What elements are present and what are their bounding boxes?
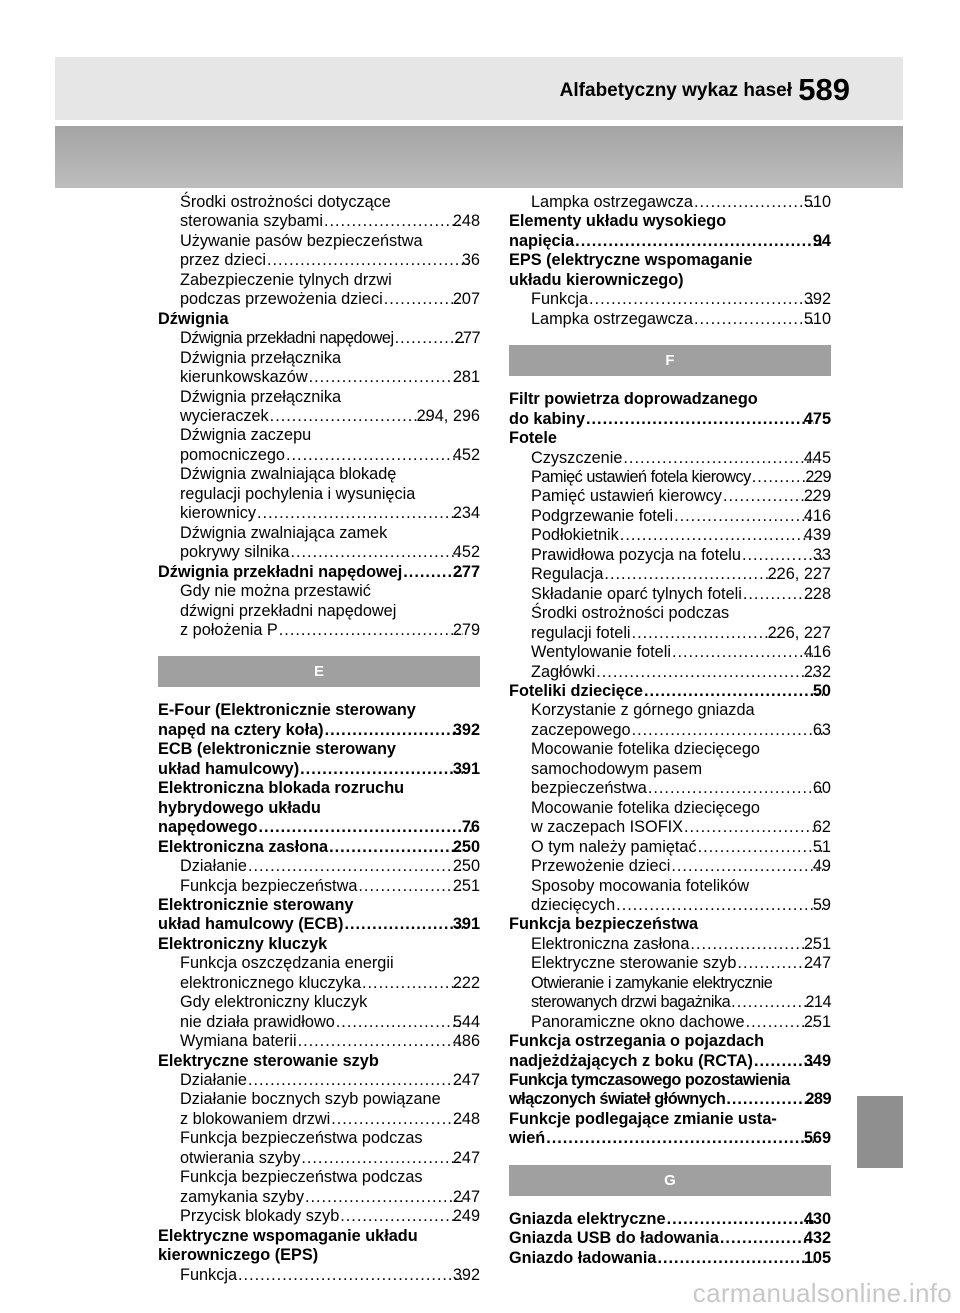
entry-term-line: Otwieranie i zamykanie elektrycznie <box>531 973 773 992</box>
section-letter-f: F <box>509 345 831 376</box>
section-letter-g: G <box>509 1165 831 1196</box>
entry-term-line: podczas przewożenia dzieci <box>180 290 383 309</box>
dot-leader <box>623 449 813 468</box>
index-subentry <box>509 740 831 798</box>
page-reference: 569 <box>803 1129 831 1148</box>
page-reference: 250 <box>452 837 480 856</box>
entry-term-line: Gniazdo ładowania <box>509 1248 657 1267</box>
entry-term-line: wycieraczek <box>180 406 269 425</box>
entry-term-line: Elektroniczna zasłona <box>158 837 329 856</box>
entry-term-line: EPS (elektryczne wspomaganie <box>509 251 753 270</box>
index-column-left <box>158 193 480 1285</box>
entry-term-line: Funkcja ostrzegania o pojazdach <box>509 1032 765 1051</box>
page-reference: 229 <box>803 487 831 506</box>
index-subentry <box>509 799 831 838</box>
page-reference: 63 <box>812 720 831 739</box>
entry-term-line: układ hamulcowy) <box>158 759 300 778</box>
page-reference: 226, 227 <box>767 565 831 584</box>
entry-term-line: nie działa prawidłowo <box>180 1012 335 1031</box>
entry-term-line: Środki ostrożności dotyczące <box>180 193 391 211</box>
index-entry <box>509 429 831 448</box>
page-reference: 228 <box>803 584 831 603</box>
dot-leader <box>325 721 463 740</box>
page-reference: 60 <box>812 779 831 798</box>
index-subentry <box>509 468 831 487</box>
page-reference: 59 <box>812 895 831 914</box>
page-reference: 392 <box>452 1265 480 1284</box>
page-reference: 62 <box>812 818 831 837</box>
entry-term-line: Funkcja bezpieczeństwa podczas <box>180 1129 423 1148</box>
page-reference: 247 <box>452 1187 480 1206</box>
entry-term-line: Filtr powietrza doprowadzanego <box>509 390 758 409</box>
dot-leader <box>257 504 463 523</box>
entry-term-line: Wentylowanie foteli <box>531 643 671 662</box>
dot-leader <box>632 624 778 643</box>
dot-leader <box>632 721 823 740</box>
entry-term-line: Dźwignia zaczepu <box>180 426 312 445</box>
page-header-title: Alfabetyczny wykaz haseł <box>559 80 792 101</box>
index-subentry <box>509 290 831 309</box>
page-reference: 281 <box>452 368 480 387</box>
entry-term-line: Funkcja bezpieczeństwa <box>509 915 699 934</box>
dot-leader <box>694 310 814 329</box>
dot-leader <box>644 682 823 701</box>
page-reference: 105 <box>803 1248 831 1267</box>
entry-term-line: kierunkowskazów <box>180 368 308 387</box>
dot-leader <box>586 410 814 429</box>
section-band <box>55 126 903 188</box>
index-entry <box>158 310 480 329</box>
dot-leader <box>362 974 463 993</box>
entry-term-line: do kabiny <box>509 409 585 428</box>
page-reference: 251 <box>803 1012 831 1031</box>
index-entry <box>509 1071 831 1110</box>
page-reference: 234 <box>452 504 480 523</box>
page-reference: 207 <box>452 290 480 309</box>
page-reference: 294, 296 <box>416 406 480 425</box>
page-reference: 247 <box>803 954 831 973</box>
dot-leader <box>340 1207 463 1226</box>
entry-term-line: elektronicznego kluczyka <box>180 973 361 992</box>
entry-term-line: dziecięcych <box>531 895 616 914</box>
page-reference: 247 <box>452 1071 480 1090</box>
dot-leader <box>742 546 823 565</box>
index-entry <box>509 1229 831 1248</box>
dot-leader <box>684 818 823 837</box>
entry-term-line: Przewożenie dzieci <box>531 857 671 876</box>
entry-term-line: Podgrzewanie foteli <box>531 506 674 525</box>
dot-leader <box>336 1013 463 1032</box>
index-subentry <box>509 701 831 740</box>
index-subentry <box>509 310 831 329</box>
page-reference: 432 <box>803 1229 831 1248</box>
entry-term-line: Dźwignia zwalniająca blokadę <box>180 465 397 484</box>
entry-term-line: hybrydowego układu <box>158 798 321 817</box>
page-reference: 248 <box>452 1109 480 1128</box>
page-reference: 247 <box>452 1148 480 1167</box>
dot-leader <box>305 1188 463 1207</box>
dot-leader <box>259 818 472 837</box>
index-subentry <box>158 465 480 523</box>
entry-term-line: Elektryczne sterowanie szyb <box>158 1051 379 1070</box>
index-subentry <box>158 232 480 271</box>
index-subentry <box>158 524 480 563</box>
entry-term-line: Elektroniczna zasłona <box>531 934 690 953</box>
entry-term-line: dźwigni przekładni napędowej <box>180 601 397 620</box>
page-reference: 392 <box>452 720 480 739</box>
entry-term-line: Dźwignia przełącznika <box>180 348 342 367</box>
index-subentry <box>509 546 831 565</box>
entry-term-line: Funkcja <box>180 1265 238 1284</box>
entry-term-line: Elementy układu wysokiego <box>509 212 727 231</box>
entry-term-line: Funkcja bezpieczeństwa podczas <box>180 1168 423 1187</box>
entry-term-line: napięcia <box>509 231 575 250</box>
dot-leader <box>270 407 427 426</box>
entry-term-line: Zagłówki <box>531 662 596 681</box>
entry-term-line: Działanie bocznych szyb powiązane <box>180 1090 441 1109</box>
page-reference: 277 <box>454 329 480 348</box>
entry-term-line: Funkcja oszczędzania energii <box>180 954 394 973</box>
entry-term-line: Dźwignia zwalniająca zamek <box>180 523 388 542</box>
entry-term-line: Funkcje podlegające zmianie usta- <box>509 1109 777 1128</box>
entry-term-line: Sposoby mocowania fotelików <box>531 876 750 895</box>
entry-term-line: Regulacja <box>531 565 604 584</box>
entry-term-line: Elektryczne sterowanie szyb <box>531 954 737 973</box>
index-subentry <box>158 1032 480 1051</box>
entry-term-line: Dźwignia <box>158 309 229 328</box>
index-subentry <box>158 582 480 640</box>
index-subentry <box>158 329 480 348</box>
entry-term-line: wień <box>509 1129 546 1148</box>
index-subentry <box>509 565 831 584</box>
index-subentry <box>158 877 480 896</box>
entry-term-line: Funkcja bezpieczeństwa <box>180 876 358 895</box>
entry-term-line: kierownicy <box>180 504 257 523</box>
entry-term-line: Dźwignia przekładni napędowej <box>158 562 403 581</box>
dot-leader <box>300 760 463 779</box>
page-reference: 226, 227 <box>767 623 831 642</box>
dot-leader <box>698 838 823 857</box>
page-reference: 445 <box>803 448 831 467</box>
page-reference: 251 <box>803 934 831 953</box>
page-reference: 36 <box>461 251 480 270</box>
index-subentry <box>158 271 480 310</box>
entry-term-line: Środki ostrożności podczas <box>531 604 730 623</box>
dot-leader <box>298 1032 463 1051</box>
entry-term-line: z blokowaniem drzwi <box>180 1109 331 1128</box>
entry-term-line: z położenia P <box>180 620 278 639</box>
dot-leader <box>726 1090 815 1109</box>
page-reference: 232 <box>803 662 831 681</box>
dot-leader <box>671 857 823 876</box>
dot-leader <box>620 526 814 545</box>
index-subentry <box>509 487 831 506</box>
dot-leader <box>286 446 463 465</box>
index-subentry <box>509 838 831 857</box>
index-subentry <box>509 974 831 1013</box>
page-reference: 50 <box>812 681 831 700</box>
page-reference: 94 <box>812 231 831 250</box>
page-reference: 251 <box>452 876 480 895</box>
entry-term-line: w zaczepach ISOFIX <box>531 818 684 837</box>
entry-term-line: napędowego <box>158 818 258 837</box>
index-subentry <box>509 526 831 545</box>
entry-term-line: Używanie pasów bezpieczeństwa <box>180 231 423 250</box>
section-letter-e: E <box>158 656 480 687</box>
dot-leader <box>737 954 813 973</box>
dot-leader <box>723 487 814 506</box>
index-entry <box>158 1052 480 1071</box>
index-subentry <box>158 1207 480 1226</box>
index-entry <box>158 563 480 582</box>
entry-term-line: Elektroniczna blokada rozruchu <box>158 779 405 798</box>
entry-term-line: Podłokietnik <box>531 526 619 545</box>
dot-leader <box>616 896 823 915</box>
dot-leader <box>331 1110 463 1129</box>
page-reference: 416 <box>803 643 831 662</box>
index-entry <box>509 915 831 934</box>
entry-term-line: Gdy nie można przestawić <box>180 582 371 601</box>
index-subentry <box>158 1129 480 1168</box>
entry-term-line: Funkcja tymczasowego pozostawienia <box>509 1071 790 1090</box>
index-subentry <box>509 877 831 916</box>
dot-leader <box>309 368 463 387</box>
index-entry <box>509 390 831 429</box>
page-reference: 452 <box>452 445 480 464</box>
entry-term-line: sterowania szybami <box>180 212 323 231</box>
entry-term-line: regulacji foteli <box>531 623 631 642</box>
index-subentry <box>509 954 831 973</box>
index-entry <box>509 1110 831 1149</box>
dot-leader <box>301 1149 462 1168</box>
entry-term-line: regulacji pochylenia i wysunięcia <box>180 484 416 503</box>
dot-leader <box>546 1129 814 1148</box>
dot-leader <box>690 935 813 954</box>
dot-leader <box>238 1266 463 1285</box>
entry-term-line: otwierania szyby <box>180 1148 301 1167</box>
entry-term-line: zamykania szyby <box>180 1187 304 1206</box>
index-entry <box>158 838 480 857</box>
index-subentry <box>158 993 480 1032</box>
index-subentry <box>509 643 831 662</box>
dot-leader <box>674 507 814 526</box>
entry-term-line: Działanie <box>180 1071 247 1090</box>
index-subentry <box>158 954 480 993</box>
index-entry <box>158 1227 480 1266</box>
index-subentry <box>509 857 831 876</box>
entry-term-line: kierowniczego (EPS) <box>158 1246 319 1265</box>
dot-leader <box>720 1229 814 1248</box>
entry-term-line: włączonych świateł głównych <box>509 1090 726 1109</box>
dot-leader <box>324 212 463 231</box>
page-reference: 76 <box>461 818 480 837</box>
page-reference: 222 <box>452 973 480 992</box>
page-reference: 279 <box>452 620 480 639</box>
entry-term-line: Foteliki dziecięce <box>509 681 643 700</box>
entry-term-line: Mocowanie fotelika dziecięcego <box>531 740 760 759</box>
page-reference: 416 <box>803 506 831 525</box>
index-entry <box>509 251 831 290</box>
dot-leader <box>329 838 463 857</box>
entry-term-line: Elektronicznie sterowany <box>158 895 354 914</box>
dot-leader <box>575 232 823 251</box>
entry-term-line: Elektryczne wspomaganie układu <box>158 1226 418 1245</box>
index-entry <box>509 1032 831 1071</box>
entry-term-line: Składanie oparć tylnych foteli <box>531 584 742 603</box>
dot-leader <box>672 643 814 662</box>
page-reference: 277 <box>452 562 480 581</box>
entry-term-line: O tym należy pamiętać <box>531 837 697 856</box>
index-subentry <box>509 663 831 682</box>
entry-term-line: E-Four (Elektronicznie sterowany <box>158 701 416 720</box>
page-reference: 510 <box>803 309 831 328</box>
index-subentry <box>509 507 831 526</box>
index-entry <box>509 682 831 701</box>
index-entry <box>509 1210 831 1229</box>
dot-leader <box>648 779 823 798</box>
chapter-thumb-tab <box>857 1096 903 1168</box>
entry-term-line: Funkcja <box>531 290 589 309</box>
dot-leader <box>279 621 463 640</box>
page-reference: 51 <box>812 837 831 856</box>
entry-term-line: samochodowym pasem <box>531 759 703 778</box>
entry-term-line: Wymiana baterii <box>180 1032 297 1051</box>
entry-term-line: Prawidłowa pozycja na fotelu <box>531 545 741 564</box>
entry-term-line: nadjeżdżających z boku (RCTA) <box>509 1051 753 1070</box>
dot-leader <box>667 1210 814 1229</box>
index-column-right <box>509 193 831 1268</box>
index-entry <box>158 740 480 779</box>
index-entry <box>158 701 480 740</box>
index-subentry <box>158 1266 480 1285</box>
entry-term-line: Zabezpieczenie tylnych drzwi <box>180 270 392 289</box>
entry-term-line: Dźwignia przekładni napędowej <box>180 329 394 348</box>
entry-term-line: Mocowanie fotelika dziecięcego <box>531 798 760 817</box>
dot-leader <box>267 251 472 270</box>
page-reference: 249 <box>452 1207 480 1226</box>
index-subentry <box>509 1013 831 1032</box>
dot-leader <box>604 565 777 584</box>
index-subentry <box>158 1168 480 1207</box>
entry-term-line: Gniazda USB do ładowania <box>509 1229 719 1248</box>
entry-term-line: układ hamulcowy (ECB) <box>158 915 344 934</box>
index-subentry <box>509 604 831 643</box>
page-reference: 49 <box>812 857 831 876</box>
page-reference: 248 <box>452 212 480 231</box>
entry-term-line: pomocniczego <box>180 445 285 464</box>
entry-term-line: napęd na cztery koła) <box>158 720 324 739</box>
index-subentry <box>509 449 831 468</box>
entry-term-line: Pamięć ustawień fotela kierowcy <box>531 467 751 486</box>
page-reference: 430 <box>803 1209 831 1228</box>
entry-term-line: Fotele <box>509 429 557 448</box>
index-subentry <box>158 1090 480 1129</box>
dot-leader <box>358 877 462 896</box>
index-subentry <box>509 585 831 604</box>
index-subentry <box>158 1071 480 1090</box>
index-subentry <box>509 935 831 954</box>
entry-term-line: ECB (elektronicznie sterowany <box>158 740 396 759</box>
page-reference: 391 <box>452 759 480 778</box>
dot-leader <box>384 290 463 309</box>
index-subentry <box>158 193 480 232</box>
dot-leader <box>344 915 462 934</box>
entry-term-line: Pamięć ustawień kierowcy <box>531 487 722 506</box>
watermark: carmanualsonline.info <box>692 1278 952 1308</box>
dot-leader <box>248 857 463 876</box>
entry-term-line: układu kierowniczego) <box>509 270 684 289</box>
dot-leader <box>657 1249 813 1268</box>
entry-term-line: Działanie <box>180 857 247 876</box>
entry-term-line: Lampka ostrzegawcza <box>531 309 693 328</box>
entry-term-line: sterowanych drzwi bagażnika <box>531 993 731 1012</box>
index-entry <box>158 935 480 954</box>
page-reference: 229 <box>805 467 831 486</box>
entry-term-line: bezpieczeństwa <box>531 779 647 798</box>
dot-leader <box>694 193 814 212</box>
dot-leader <box>596 663 814 682</box>
index-subentry <box>158 349 480 388</box>
page-reference: 392 <box>803 290 831 309</box>
index-entry <box>509 1249 831 1268</box>
entry-term-line: Dźwignia przełącznika <box>180 387 342 406</box>
page-reference: 439 <box>803 526 831 545</box>
page-reference: 475 <box>803 409 831 428</box>
entry-term-line: Panoramiczne okno dachowe <box>531 1012 745 1031</box>
entry-term-line: przez dzieci <box>180 251 266 270</box>
index-subentry <box>509 193 831 212</box>
entry-term-line: Czyszczenie <box>531 448 623 467</box>
index-entry <box>158 896 480 935</box>
page-reference: 250 <box>452 857 480 876</box>
page-reference: 544 <box>452 1012 480 1031</box>
page-reference: 349 <box>803 1051 831 1070</box>
entry-term-line: Gdy elektroniczny kluczyk <box>180 993 368 1012</box>
entry-term-line: Elektroniczny kluczyk <box>158 934 328 953</box>
dot-leader <box>731 993 815 1012</box>
page-reference: 452 <box>452 543 480 562</box>
dot-leader <box>290 543 462 562</box>
entry-term-line: zaczepowego <box>531 720 631 739</box>
entry-term-line: pokrywy silnika <box>180 543 290 562</box>
index-entry <box>509 212 831 251</box>
page-reference: 33 <box>812 545 831 564</box>
entry-term-line: Przycisk blokady szyb <box>180 1207 340 1226</box>
entry-term-line: Lampka ostrzegawcza <box>531 193 693 211</box>
entry-term-line: Gniazda elektryczne <box>509 1209 666 1228</box>
page-reference: 510 <box>803 193 831 211</box>
page-number: 589 <box>798 72 850 107</box>
index-subentry <box>158 426 480 465</box>
dot-leader <box>248 1071 463 1090</box>
entry-term-line: Korzystanie z górnego gniazda <box>531 701 755 720</box>
index-subentry <box>158 388 480 427</box>
page-reference: 391 <box>452 915 480 934</box>
dot-leader <box>589 290 814 309</box>
page-reference: 289 <box>805 1090 831 1109</box>
index-entry <box>158 779 480 837</box>
page-reference: 214 <box>805 993 831 1012</box>
index-subentry <box>158 857 480 876</box>
page-reference: 486 <box>452 1032 480 1051</box>
